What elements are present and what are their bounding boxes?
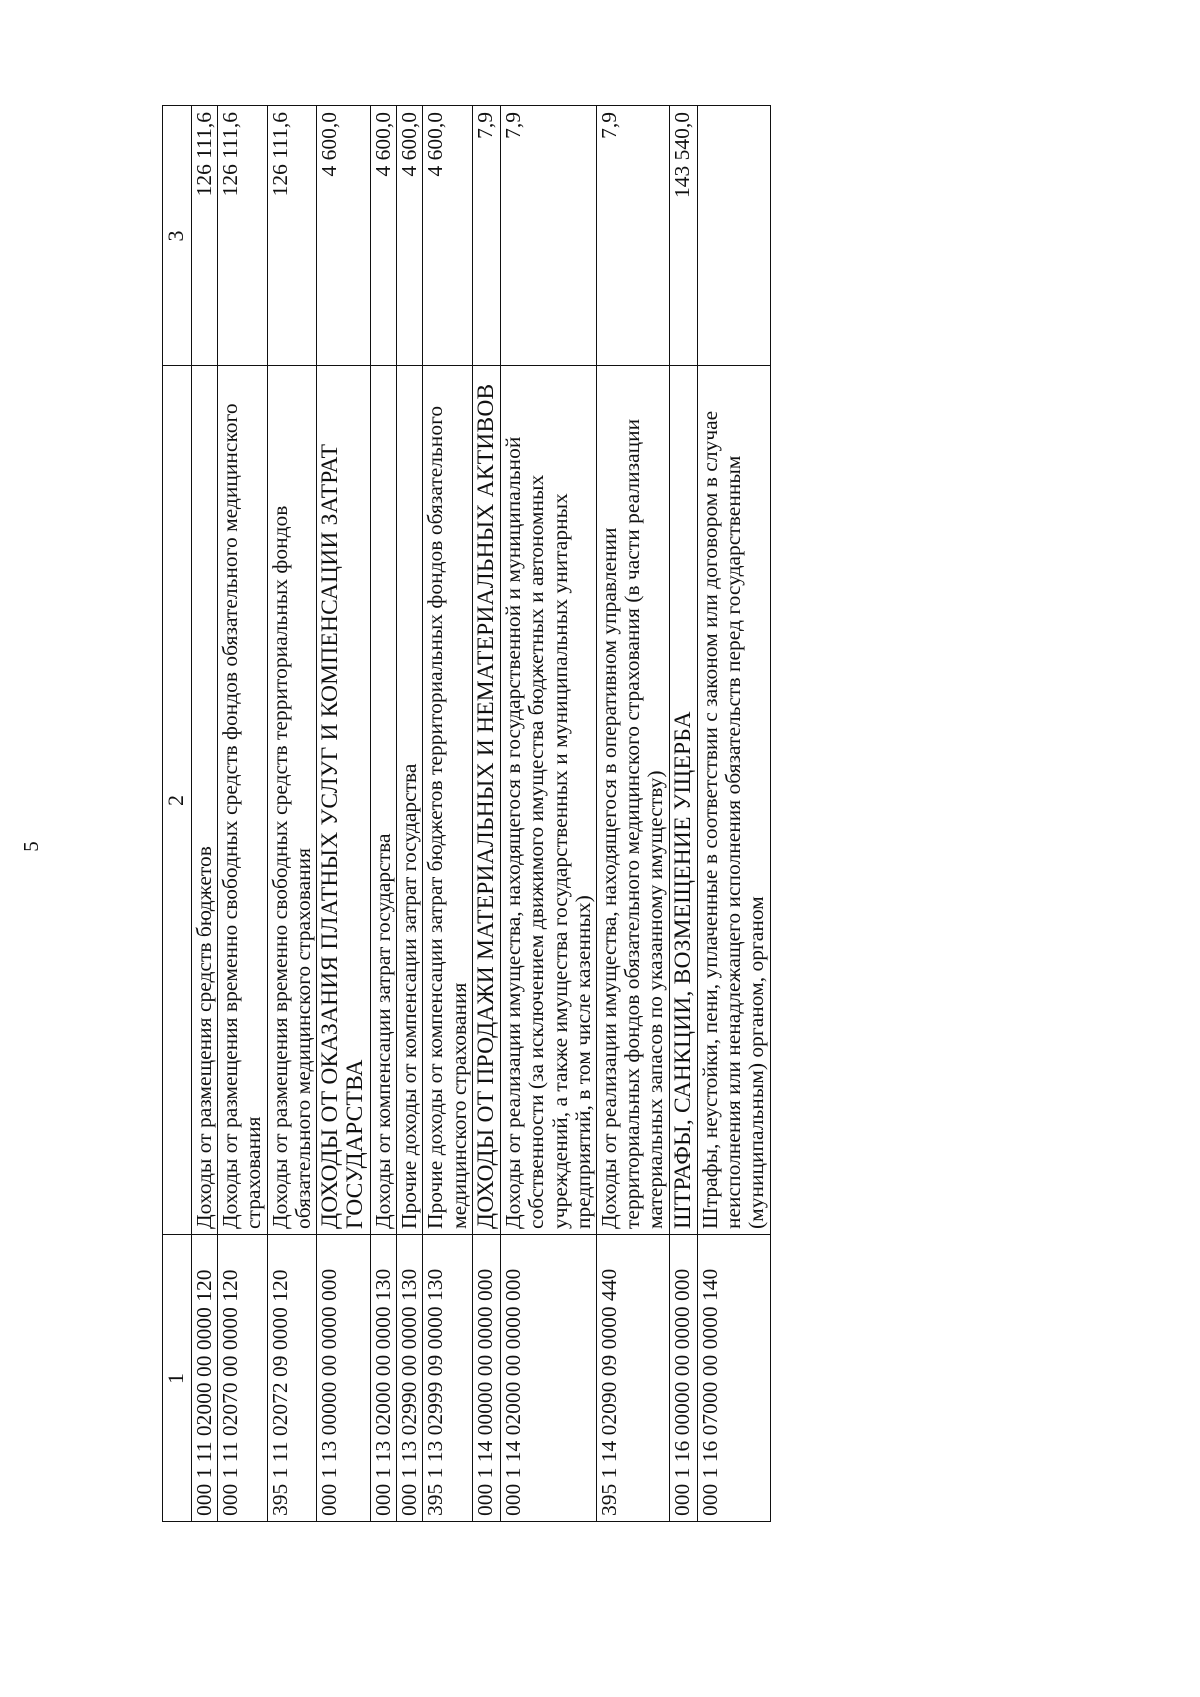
table-row [472, 106, 500, 1522]
amount-cell: 4 600,0 [397, 106, 423, 366]
amount-cell: 7,9 [501, 106, 597, 366]
revenue-name-cell: Доходы от реализации имущества, находящегося в оперативном управлении территориальных фондов обязательного медицинского страхования (в части реализации материальных запасов по указанному имуществу) [596, 366, 669, 1235]
budget-code-cell: 000 1 16 00000 00 0000 000 [669, 1235, 697, 1522]
amount-cell: 4 600,0 [317, 106, 371, 366]
revenue-name-cell: Прочие доходы от компенсации затрат бюджетов территориальных фондов обязательного медицинского страхования [423, 366, 472, 1235]
revenue-name-cell: ДОХОДЫ ОТ ПРОДАЖИ МАТЕРИАЛЬНЫХ И НЕМАТЕРИАЛЬНЫХ АКТИВОВ [472, 366, 500, 1235]
amount-cell: 7,9 [472, 106, 500, 366]
table-header-row [163, 106, 192, 1522]
table-row [370, 106, 396, 1522]
revenue-name-cell: Штрафы, неустойки, пени, уплаченные в соответствии с законом или договором в случае неисполнения или ненадлежащего исполнения обязательств перед государственным (муниципальным) органом, органом [698, 366, 771, 1235]
revenue-name-cell: ШТРАФЫ, САНКЦИИ, ВОЗМЕЩЕНИЕ УЩЕРБА [669, 366, 697, 1235]
budget-code-cell: 000 1 13 02000 00 0000 130 [370, 1235, 396, 1522]
amount-cell: 126 111,6 [192, 106, 218, 366]
page-number: 5 [18, 841, 43, 852]
amount-cell: 4 600,0 [423, 106, 472, 366]
table-row [669, 106, 697, 1522]
budget-code-cell: 395 1 13 02999 09 0000 130 [423, 1235, 472, 1522]
budget-code-cell: 000 1 14 00000 00 0000 000 [472, 1235, 500, 1522]
budget-code-cell: 000 1 13 02990 00 0000 130 [397, 1235, 423, 1522]
table-row [317, 106, 371, 1522]
amount-cell: 143 540,0 [669, 106, 697, 366]
revenue-table [162, 105, 771, 1522]
budget-code-cell: 000 1 14 02000 00 0000 000 [501, 1235, 597, 1522]
header-col-2: 2 [163, 366, 192, 1235]
budget-code-cell: 000 1 11 02070 00 0000 120 [218, 1235, 267, 1522]
table-row [698, 106, 771, 1522]
header-col-1: 1 [163, 1235, 192, 1522]
amount-cell: 4 600,0 [370, 106, 396, 366]
amount-cell: 7,9 [596, 106, 669, 366]
table-row [267, 106, 316, 1522]
revenue-name-cell: ДОХОДЫ ОТ ОКАЗАНИЯ ПЛАТНЫХ УСЛУГ И КОМПЕНСАЦИИ ЗАТРАТ ГОСУДАРСТВА [317, 366, 371, 1235]
budget-code-cell: 395 1 11 02072 09 0000 120 [267, 1235, 316, 1522]
amount-cell: 126 111,6 [218, 106, 267, 366]
header-col-3: 3 [163, 106, 192, 366]
revenue-name-cell: Доходы от размещения средств бюджетов [192, 366, 218, 1235]
revenue-name-cell: Доходы от реализации имущества, находящегося в государственной и муниципальной собственности (за исключением движимого имущества бюджетных и автономных учреждений, а также имущества государственных и муниципальных унитарных предприятий, в том числе казенных) [501, 366, 597, 1235]
revenue-name-cell: Прочие доходы от компенсации затрат государства [397, 366, 423, 1235]
amount-cell: 126 111,6 [267, 106, 316, 366]
table-row [596, 106, 669, 1522]
budget-code-cell: 000 1 16 07000 00 0000 140 [698, 1235, 771, 1522]
table-row [397, 106, 423, 1522]
budget-code-cell: 000 1 13 00000 00 0000 000 [317, 1235, 371, 1522]
table-row [218, 106, 267, 1522]
revenue-name-cell: Доходы от размещения временно свободных средств фондов обязательного медицинского страхования [218, 366, 267, 1235]
budget-code-cell: 395 1 14 02090 09 0000 440 [596, 1235, 669, 1522]
rotated-table-container [162, 106, 1064, 1522]
revenue-name-cell: Доходы от компенсации затрат государства [370, 366, 396, 1235]
revenue-name-cell: Доходы от размещения временно свободных средств территориальных фондов обязательного медицинского страхования [267, 366, 316, 1235]
table-row [192, 106, 218, 1522]
table-row [423, 106, 472, 1522]
budget-code-cell: 000 1 11 02000 00 0000 120 [192, 1235, 218, 1522]
amount-cell [698, 106, 771, 366]
table-row [501, 106, 597, 1522]
